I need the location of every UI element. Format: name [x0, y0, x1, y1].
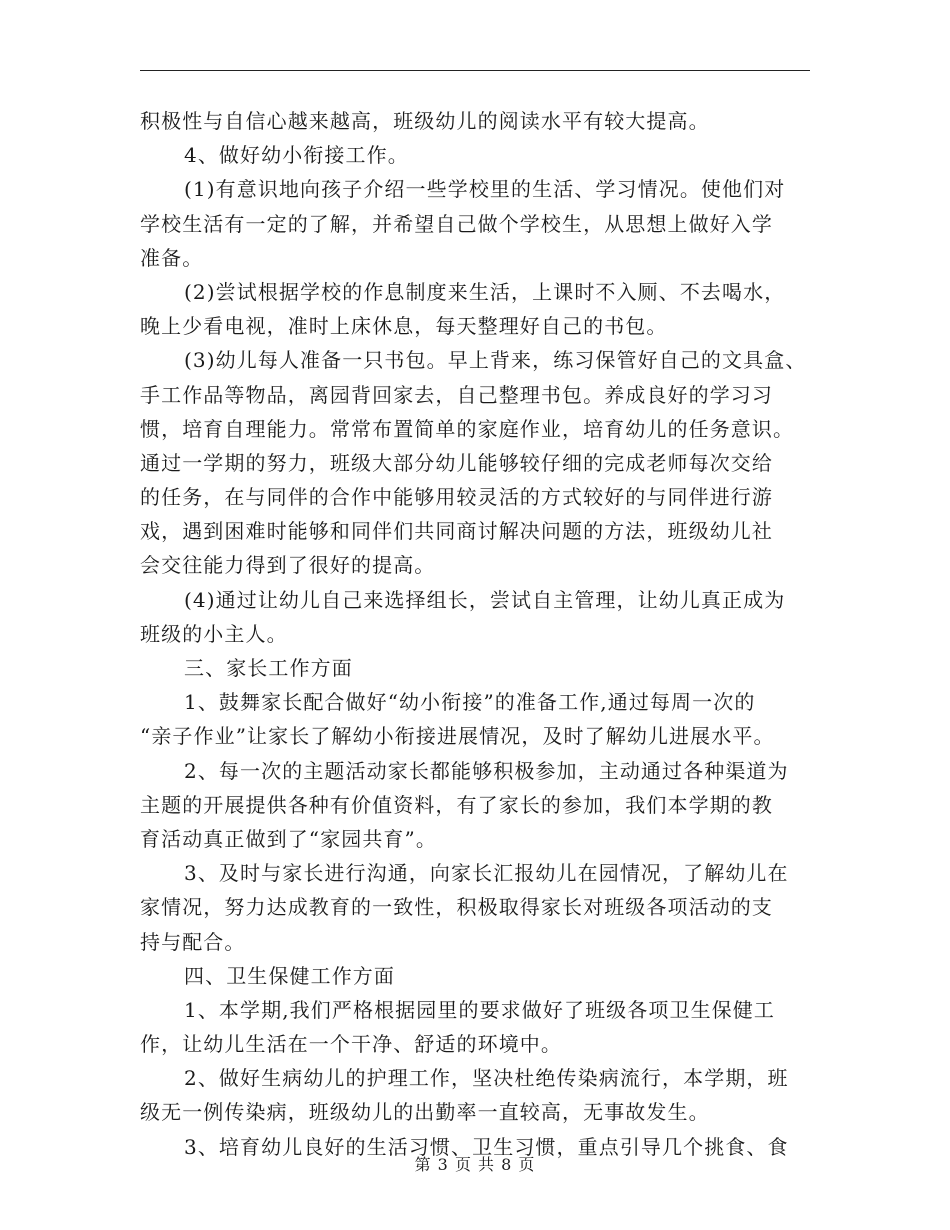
text-line: 育活动真正做到了“家园共育”。	[140, 826, 437, 851]
page-number: 第 3 页 共 8 页	[414, 1155, 536, 1174]
text-line: (3)幼儿每人准备一只书包。早上背来，练习保管好自己的文具盒、	[184, 348, 807, 373]
text-line: (1)有意识地向孩子介绍一些学校里的生活、学习情况。使他们对	[184, 177, 786, 202]
text-line: 持与配合。	[140, 929, 246, 954]
text-line: (4)通过让幼儿自己来选择组长，尝试自主管理，让幼儿真正成为	[184, 587, 786, 612]
text-line: 1、鼓舞家长配合做好“幼小衔接”的准备工作,通过每周一次的	[184, 690, 756, 715]
text-line: 班级的小主人。	[140, 621, 288, 646]
text-line: 3、培育幼儿良好的生活习惯、卫生习惯，重点引导几个挑食、食	[184, 1134, 789, 1159]
section-heading: 四、卫生保健工作方面	[184, 963, 395, 988]
text-line: 级无一例传染病，班级幼儿的出勤率一直较高，无事故发生。	[140, 1100, 710, 1125]
text-line: 1、本学期,我们严格根据园里的要求做好了班级各项卫生保健工	[184, 997, 775, 1022]
text-line: 2、每一次的主题活动家长都能够积极参加，主动通过各种渠道为	[184, 758, 789, 783]
text-line: 准备。	[140, 245, 204, 270]
document-body	[140, 104, 810, 1164]
text-line: 手工作品等物品，离园背回家去，自己整理书包。养成良好的学习习	[140, 382, 773, 407]
text-line: 家情况，努力达成教育的一致性，积极取得家长对班级各项活动的支	[140, 895, 773, 920]
text-line: 4、做好幼小衔接工作。	[184, 143, 409, 168]
text-line: 惯，培育自理能力。常常布置简单的家庭作业，培育幼儿的任务意识。	[140, 416, 795, 441]
text-line: 会交往能力得到了很好的提高。	[140, 553, 436, 578]
text-line: 作，让幼儿生活在一个干净、舒适的环境中。	[140, 1032, 562, 1057]
text-line: 戏，遇到困难时能够和同伴们共同商讨解决问题的方法，班级幼儿社	[140, 519, 773, 544]
text-line: 的任务，在与同伴的合作中能够用较灵活的方式较好的与同伴进行游	[140, 485, 773, 510]
text-line: “亲子作业”让家长了解幼小衔接进展情况，及时了解幼儿进展水平。	[140, 724, 775, 749]
text-line: 主题的开展提供各种有价值资料，有了家长的参加，我们本学期的教	[140, 792, 773, 817]
section-heading: 三、家长工作方面	[184, 656, 353, 680]
text-line: 通过一学期的努力，班级大部分幼儿能够较仔细的完成老师每次交给	[140, 450, 773, 475]
page-footer	[0, 1152, 950, 1175]
text-line: 积极性与自信心越来越高，班级幼儿的阅读水平有较大提高。	[140, 109, 710, 133]
text-line: 2、做好生病幼儿的护理工作，坚决杜绝传染病流行，本学期，班	[184, 1066, 789, 1091]
text-line: 3、及时与家长进行沟通，向家长汇报幼儿在园情况，了解幼儿在	[184, 861, 789, 886]
text-line: (2)尝试根据学校的作息制度来生活，上课时不入厕、不去喝水，	[184, 279, 786, 304]
text-line: 学校生活有一定的了解，并希望自己做个学校生，从思想上做好入学	[140, 211, 773, 236]
text-line: 晚上少看电视，准时上床休息，每天整理好自己的书包。	[140, 314, 668, 339]
header-rule	[140, 70, 810, 71]
